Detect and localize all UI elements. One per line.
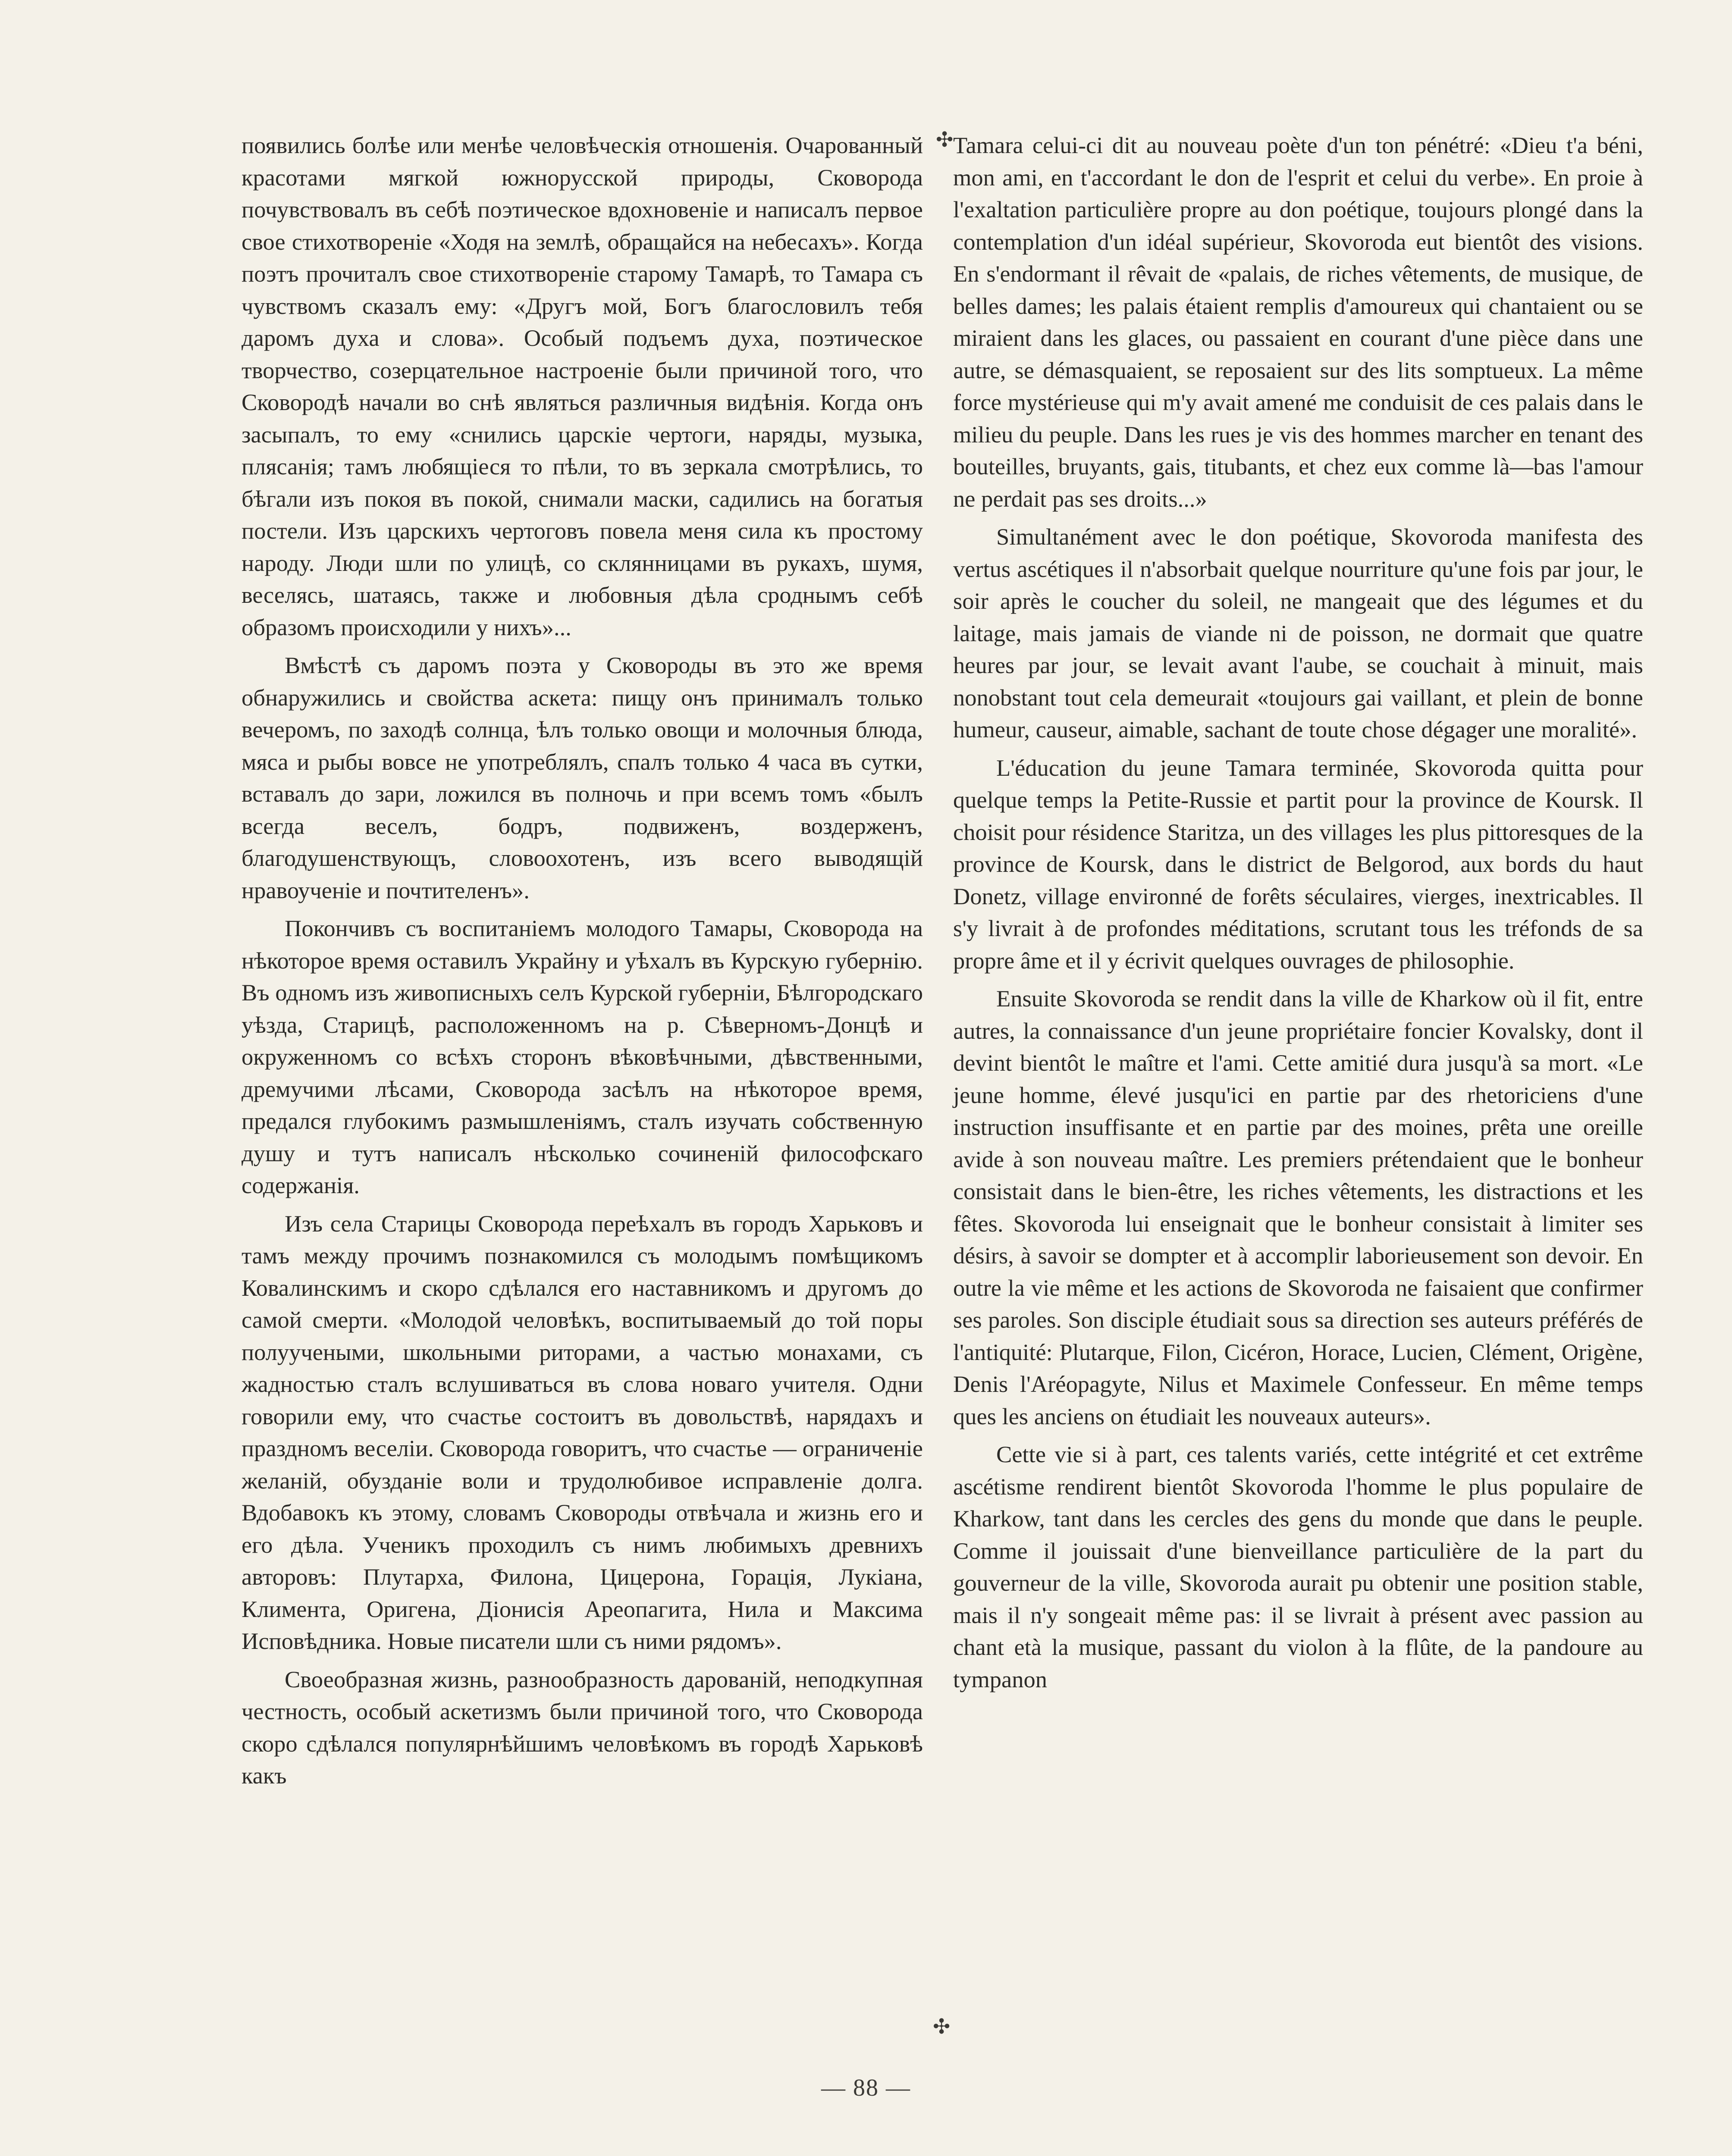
russian-paragraph: Своеобразная жизнь, разнообразность дарованій, неподкупная честность, особый аскетизмъ были причиной того, что Сковорода скоро сдѣлался популярнѣйшимъ человѣкомъ въ городѣ Харьковѣ какъ [242,1666,923,1789]
separator-star-icon: ✣ [936,128,954,152]
french-paragraph: Ensuite Skovoroda se rendit dans la ville de Kharkow où il fit, entre autres, la connaissance d'un jeune propriétaire foncier Kovalsky, dont il devint bientôt le maître et l'ami. Cette amitié dura jusqu'à sa mort. «Le jeune homme, élevé jusqu'ici en partie par des rhetoriciens d'une instruction insuffisante et en partie par des moines, prêta une oreille avide à son nouveau maître. Les premiers prétendaient que le bonheur consistait dans le bien-être, les riches vêtements, les distractions et les fêtes. Skovoroda lui enseignait que le bonheur consistait à limiter ses désirs, à savoir se dompter et à accomplir laborieusement son devoir. En outre la vie même et les actions de Skovoroda ne faisaient que confirmer ses paroles. Son disciple étudiait sous sa direction ses auteurs préférés de l'antiquité: Plutarque, Filon, Cicéron, Horace, Lucien, Clément, Origène, Denis l'Aréopagyte, Nilus et Maximele Confesseur. En même temps ques les anciens on étudiait les nouveaux auteurs». [953,985,1643,1429]
french-paragraph: Tamara celui-ci dit au nouveau poète d'un ton pénétré: «Dieu t'a béni, mon ami, en t'accordant le don de l'esprit et celui du verbe». En proie à l'exaltation particulière propre au don poétique, toujours plongé dans la contemplation d'un idéal supérieur, Skovoroda eut bientôt des visions. En s'endormant il rêvait de «palais, de riches vêtements, de musique, de belles dames; les palais étaient remplis d'amoureux qui chantaient ou se miraient dans les glaces, ou passaient en courant d'une pièce dans une autre, se démasquaient, se reposaient sur des lits somptueux. La même force mystérieuse qui m'y avait amené me conduisit de ces palais dans le milieu du peuple. Dans les rues je vis des hommes marcher en tenant des bouteilles, bruyants, gais, titubants, et chez eux comme là—bas l'amour ne perdait pas ses droits...» [953,132,1643,512]
russian-paragraph: Изъ села Старицы Сковорода переѣхалъ въ городъ Харьковъ и тамъ между прочимъ познакомился съ молодымъ помѣщикомъ Ковалинскимъ и скоро сдѣлался его наставникомъ и другомъ до самой смерти. «Молодой человѣкъ, воспитываемый до той поры полуучеными, школьными риторами, а частью монахами, съ жадностью сталъ вслушиваться въ слова новаго учителя. Одни говорили ему, что счастье состоитъ въ довольствѣ, нарядахъ и праздномъ веселіи. Сковорода говоритъ, что счастье — ограниченіе желаній, обузданіе воли и трудолюбивое исправленіе долга. Вдобавокъ къ этому, словамъ Сковороды отвѣчала и жизнь его и его дѣла. Ученикъ проходилъ съ нимъ любимыхъ древнихъ авторовъ: Плутарха, Филона, Цицерона, Горація, Лукіана, Климента, Оригена, Діонисія Ареопагита, Нила и Максима Исповѣдника. Новые писатели шли съ ними рядомъ». [242,1210,923,1654]
russian-paragraph: появились болѣе или менѣе человѣческія отношенія. Очарованный красотами мягкой южнорусской природы, Сковорода почувствовалъ въ себѣ поэтическое вдохновеніе и написалъ первое свое стихотвореніе «Ходя на землѣ, обращайся на небесахъ». Когда поэтъ прочиталъ свое стихотвореніе старому Тамарѣ, то Тамара съ чувствомъ сказалъ ему: «Другъ мой, Богъ благословилъ тебя даромъ духа и слова». Особый подъемъ духа, поэтическое творчество, созерцательное настроеніе были причиной того, что Сковородѣ начали во снѣ являться различныя видѣнія. Когда онъ засыпалъ, то ему «снились царскіе чертоги, наряды, музыка, плясанія; тамъ любящіеся то пѣли, то въ зеркала смотрѣлись, то бѣгали изъ покоя въ покой, снимали маски, садились на богатыя постели. Изъ царскихъ чертоговъ повела меня сила къ простому народу. Люди шли по улицѣ, со склянницами въ рукахъ, шумя, веселясь, шатаясь, также и любовныя дѣла сроднымъ себѣ образомъ происходили у нихъ»... [242,132,923,640]
french-text-column [953,129,1643,1702]
separator-star-icon: ✣ [933,2015,951,2039]
russian-text-column [242,129,923,1798]
french-paragraph: Simultanément avec le don poétique, Skovoroda manifesta des vertus ascétiques il n'absorbait quelque nourriture qu'une fois par jour, le soir après le coucher du soleil, ne mangeait que des légumes et du laitage, mais jamais de viande ni de poisson, ne dormait que quatre heures par jour, se levait avant l'aube, se couchait à minuit, mais nonobstant tout cela demeurait «toujours gai vaillant, et plein de bonne humeur, causeur, aimable, sachant de toute chose dégager une moralité». [953,523,1643,743]
russian-paragraph: Покончивъ съ воспитаніемъ молодого Тамары, Сковорода на нѣкоторое время оставилъ Украйну и уѣхалъ въ Курскую губернію. Въ одномъ изъ живописныхъ селъ Курской губерніи, Бѣлгородскаго уѣзда, Старицѣ, расположенномъ на р. Сѣверномъ-Донцѣ и окруженномъ со всѣхъ сторонъ вѣковѣчными, дѣвственными, дремучими лѣсами, Сковорода засѣлъ на нѣкоторое время, предался глубокимъ размышленіямъ, сталъ изучать собственную душу и тутъ написалъ нѣсколько сочиненій философскаго содержанія. [242,915,923,1198]
french-paragraph: Cette vie si à part, ces talents variés, cette intégrité et cet extrême ascétisme rendirent bientôt Skovoroda l'homme le plus populaire de Kharkow, tant dans les cercles des gens du monde que dans le peuple. Comme il jouissait d'une bienveillance particulière de la part du gouverneur de la ville, Skovoroda aurait pu obtenir une position stable, mais il n'y songeait même pas: il se livrait à présent avec passion au chant età la musique, passant du violon à la flûte, de la pandoure au tympanon [953,1441,1643,1692]
french-paragraph: L'éducation du jeune Tamara terminée, Skovoroda quitta pour quelque temps la Petite-Russie et partit pour la province de Koursk. Il choisit pour résidence Staritza, un des villages les plus pittoresques de la province de Koursk, dans le district de Belgorod, aux bords du haut Donetz, village environné de forêts séculaires, vierges, inextricables. Il s'y livrait à de profondes méditations, scrutant tous les tréfonds de sa propre âme et il y écrivit quelques ouvrages de philosophie. [953,754,1643,974]
russian-paragraph: Вмѣстѣ съ даромъ поэта у Сковороды въ это же время обнаружились и свойства аскета: пищу онъ принималъ только вечеромъ, по заходѣ солнца, ѣлъ только овощи и молочныя блюда, мяса и рыбы вовсе не употреблялъ, спалъ только 4 часа въ сутки, вставалъ до зари, ложился въ полночь и при всемъ томъ «былъ всегда веселъ, бодръ, подвиженъ, воздерженъ, благодушенствующъ, словоохотенъ, изъ всего выводящій нравоученіе и почтителенъ». [242,652,923,903]
page-number: — 88 — [821,2075,911,2101]
